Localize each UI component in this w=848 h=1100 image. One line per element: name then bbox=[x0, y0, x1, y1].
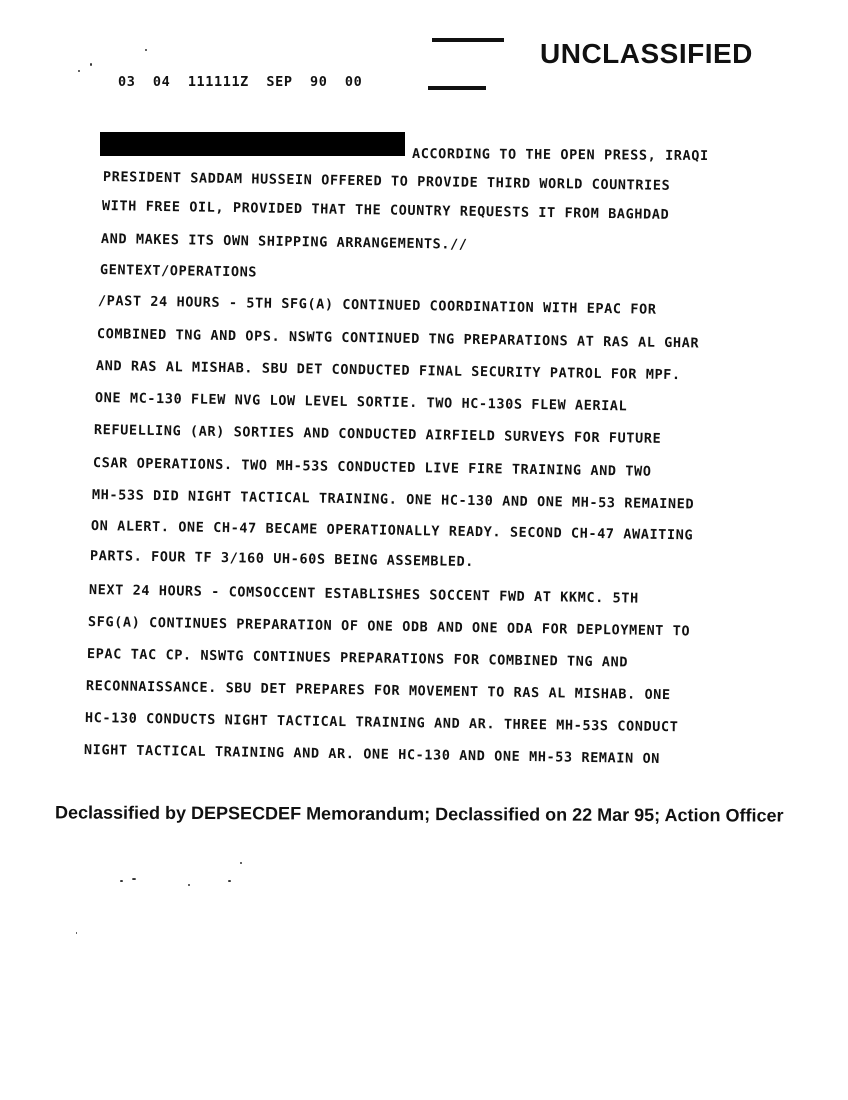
date-time-group: 03 04 111111Z SEP 90 00 bbox=[118, 74, 363, 90]
body-line: WITH FREE OIL, PROVIDED THAT THE COUNTRY REQUESTS IT FROM BAGHDAD bbox=[101, 198, 670, 223]
scan-speck bbox=[78, 70, 80, 72]
scan-speck bbox=[145, 49, 147, 51]
body-line: GENTEXT/OPERATIONS bbox=[99, 262, 258, 281]
body-line: AND RAS AL MISHAB. SBU DET CONDUCTED FINAL SECURITY PATROL FOR MPF. bbox=[95, 358, 681, 384]
scan-speck bbox=[76, 932, 77, 934]
body-line: /PAST 24 HOURS - 5TH SFG(A) CONTINUED COORDINATION WITH EPAC FOR bbox=[97, 293, 657, 318]
redaction-mark bbox=[432, 38, 504, 42]
body-line: ONE MC-130 FLEW NVG LOW LEVEL SORTIE. TWO HC-130S FLEW AERIAL bbox=[94, 390, 628, 415]
scan-speck bbox=[240, 862, 242, 864]
body-line: HC-130 CONDUCTS NIGHT TACTICAL TRAINING AND AR. THREE MH-53S CONDUCT bbox=[84, 710, 679, 736]
scan-speck bbox=[132, 878, 136, 880]
body-line: NIGHT TACTICAL TRAINING AND AR. ONE HC-130 AND ONE MH-53 REMAIN ON bbox=[83, 742, 661, 768]
body-line: COMBINED TNG AND OPS. NSWTG CONTINUED TNG PREPARATIONS AT RAS AL GHAR bbox=[96, 326, 700, 352]
body-line: REFUELLING (AR) SORTIES AND CONDUCTED AIRFIELD SURVEYS FOR FUTURE bbox=[93, 422, 662, 447]
body-line: ON ALERT. ONE CH-47 BECAME OPERATIONALLY READY. SECOND CH-47 AWAITING bbox=[90, 518, 694, 544]
body-line: CSAR OPERATIONS. TWO MH-53S CONDUCTED LIVE FIRE TRAINING AND TWO bbox=[92, 455, 652, 480]
redaction-mark bbox=[428, 86, 486, 90]
scan-speck bbox=[228, 880, 231, 882]
scan-speck bbox=[90, 63, 92, 66]
redaction-block bbox=[100, 132, 405, 156]
body-line: PARTS. FOUR TF 3/160 UH-60S BEING ASSEMBLED. bbox=[89, 548, 475, 571]
body-line: PRESIDENT SADDAM HUSSEIN OFFERED TO PROVIDE THIRD WORLD COUNTRIES bbox=[102, 169, 671, 194]
body-line: SFG(A) CONTINUES PREPARATION OF ONE ODB AND ONE ODA FOR DEPLOYMENT TO bbox=[87, 614, 691, 640]
body-line: AND MAKES ITS OWN SHIPPING ARRANGEMENTS.// bbox=[100, 231, 468, 253]
body-line: EPAC TAC CP. NSWTG CONTINUES PREPARATIONS FOR COMBINED TNG AND bbox=[86, 646, 629, 671]
body-line: MH-53S DID NIGHT TACTICAL TRAINING. ONE HC-130 AND ONE MH-53 REMAINED bbox=[91, 487, 695, 513]
classification-marking: UNCLASSIFIED bbox=[540, 38, 753, 69]
scan-speck bbox=[120, 880, 123, 882]
declassification-notice: Declassified by DEPSECDEF Memorandum; Declassified on 22 Mar 95; Action Officer bbox=[54, 802, 784, 826]
body-line: ACCORDING TO THE OPEN PRESS, IRAQI bbox=[411, 146, 709, 165]
body-line: RECONNAISSANCE. SBU DET PREPARES FOR MOVEMENT TO RAS AL MISHAB. ONE bbox=[85, 678, 671, 704]
scan-speck bbox=[188, 884, 190, 886]
body-line: NEXT 24 HOURS - COMSOCCENT ESTABLISHES SOCCENT FWD AT KKMC. 5TH bbox=[88, 582, 639, 607]
